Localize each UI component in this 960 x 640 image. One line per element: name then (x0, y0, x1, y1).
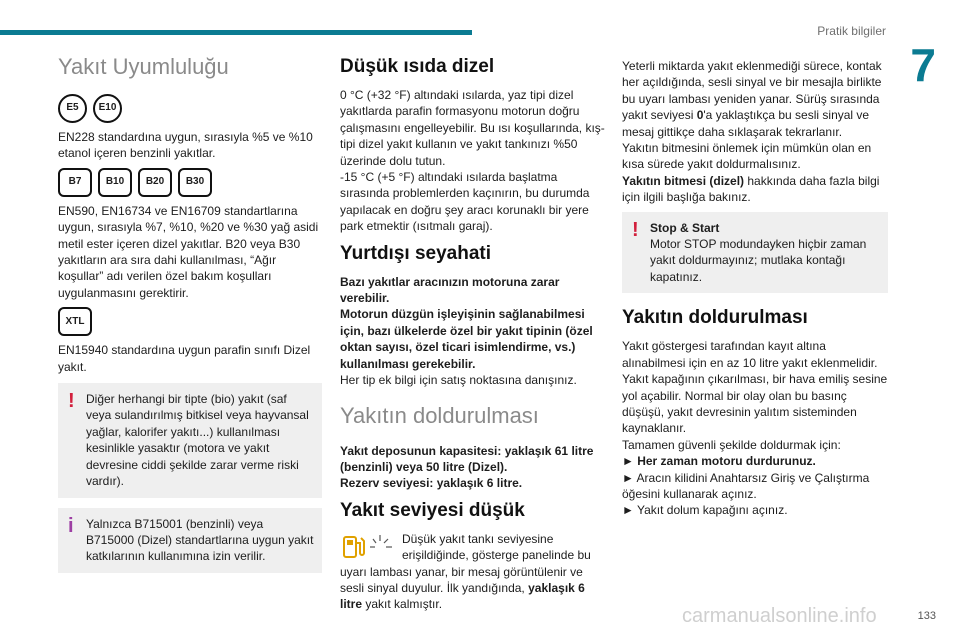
fuel-compat-heading: Yakıt Uyumluluğu (58, 54, 229, 79)
column-right (622, 58, 888, 519)
step-stop-engine: ► Her zaman motoru durdurunuz. (622, 454, 816, 469)
stop-start-title: Stop & Start (650, 220, 720, 235)
tank-capacity: Yakıt deposunun kapasitesi: yaklaşık 61 litre (benzinli) veya 50 litre (Dizel). (340, 443, 594, 474)
reserve-level: Rezerv seviyesi: yaklaşık 6 litre. (340, 476, 523, 491)
xtl-text: EN15940 standardına uygun parafin sınıfı Dizel yakıt. (58, 343, 311, 374)
stop-start-text: Motor STOP modundayken hiçbir zaman yakıt doldurmayınız; mutlaka kontağı kapatınız. (650, 237, 867, 284)
fuel-pump-icon (340, 531, 396, 563)
low-fuel-amount: yaklaşık 6 litre (340, 580, 585, 612)
diesel-text: EN590, EN16734 ve EN16709 standartlarına uygun, sırasıyla %7, %10, %20 ve %30 yağ asidi metil ester içeren dizel yakıtlar. B20 veya B30 yakıtların ara sıra dahi kullanılması, “Ağır koşullar” adı verilen özel bakım koşulları uygulanmasını gerektirir. (58, 203, 319, 300)
cold-diesel-text-2: -15 °C (+5 °F) altındaki ısılarda başlatma sırasında problemlerden kaçınırın, bu durumda yapılacak en doğru şey aracı korunaklı bir yere park etmektir (ısıtmalı garaj). (340, 170, 590, 234)
info-text: Yalnızca B715001 (benzinli) veya B715000 (Dizel) standartlarına uygun yakıt katkılarının kullanımına izin verilir. (86, 516, 314, 564)
e10-badge: E10 (93, 94, 122, 123)
b30-badge: B30 (178, 168, 212, 197)
abroad-text: Her tip ek bilgi için satış noktasına danışınız. (340, 373, 577, 388)
chapter-number: 7 (910, 39, 936, 91)
abroad-bold-1: Bazı yakıtlar aracınızın motoruna zarar verebilir. (340, 274, 560, 306)
warning-icon: ! (632, 218, 639, 241)
run-out-text (622, 173, 888, 206)
cap-removal-text: Yakıt kapağının çıkarılması, bir hava emiliş sesine yol açabilir. Normal bir olay olan bu basınç düşüşü, yakıt devresinin yalıtım sisteminden kaynaklanır. (622, 372, 888, 436)
safe-refuel-intro: Tamamen güvenli şekilde doldurmak için: (622, 437, 841, 452)
refuel-heading: Yakıtın doldurulması (340, 402, 539, 428)
info-note (58, 508, 322, 573)
column-left (58, 48, 322, 583)
diesel-badges (58, 168, 322, 197)
petrol-text: EN228 standardına uygun, sırasıyla %5 ve %10 etanol içeren benzinli yakıtlar. (58, 130, 313, 161)
xtl-badge: XTL (58, 307, 92, 336)
refuel-min-text: Yakıt göstergesi tarafından kayıt altına alınabilmesi için en az 10 litre yakıt eklenmelidir. (622, 339, 878, 370)
abroad-bold-2: Motorun düzgün işleyişinin sağlanabilmesi için, bazı ülkelerde özel bir yakıt tipinin (özel oktan sayısı, özel ticari isimlendirme, vs.) kullanılması gerekebilir. (340, 307, 593, 371)
abroad-heading: Yurtdışı seyahati (340, 242, 492, 264)
warning-icon: ! (68, 390, 75, 413)
warning-repeat-c: 'a yaklaştıkça bu sesli sinyal ve mesaj gittikçe daha sıklaşarak tekrarlanır. (622, 108, 870, 139)
refuelling-heading: Yakıtın doldurulması (622, 307, 808, 329)
cold-diesel-text-1: 0 °C (+32 °F) altındaki ısılarda, yaz tipi dizel yakıtlarda parafin formasyonu motorun doğru çalışmasını engelleyebilir. Bu ısı koşullarında, kış-tipi dizel yakıt kullanın ve yakıt tankınızı %50 üzerinde dolu tutun. (340, 88, 605, 168)
e5-badge: E5 (58, 94, 87, 123)
run-out-bold: Yakıtın bitmesi (dizel) (622, 173, 745, 188)
info-icon: i (68, 514, 74, 537)
b7-badge: B7 (58, 168, 92, 197)
section-title: Pratik bilgiler (817, 24, 886, 38)
b10-badge: B10 (98, 168, 132, 197)
step-unlock: ► Aracın kilidini Anahtarsız Giriş ve Çalıştırma öğesini kullanarak açınız. (622, 470, 870, 501)
run-out-rest: hakkında daha fazla bilgi için ilgili başlığa bakınız. (622, 173, 880, 205)
warning-text: Diğer herhangi bir tipte (bio) yakıt (saf veya sulandırılmış bitkisel veya hayvansal yağlar, kalorifer yakıtı...) kullanılması kesinlikle yasaktır (motora ve yakıt devresine ciddi şekilde zarar verme riski vardır). (86, 392, 309, 489)
stop-start-note (622, 212, 888, 294)
page-number: 133 (917, 610, 936, 622)
xtl-badges (58, 307, 322, 336)
watermark: carmanualsonline.info (682, 605, 877, 627)
low-fuel-text-end: yakıt kalmıştır. (362, 597, 443, 612)
b20-badge: B20 (138, 168, 172, 197)
column-middle (340, 56, 606, 613)
refuel-soon-text: Yakıtın bitmesini önlemek için mümkün olan en kısa sürede yakıt doldurmalısınız. (622, 141, 872, 172)
low-fuel-text: Düşük yakıt tankı seviyesine erişildiğinde, gösterge panelinde bu uyarı lambası yanar, bir mesaj görüntülenir ve sesli sinyal duyulur. İlk yandığında, (340, 531, 591, 595)
cold-diesel-heading: Düşük ısıda dizel (340, 56, 495, 77)
warning-repeat-b: 0 (696, 108, 704, 123)
header-accent-bar (0, 30, 472, 35)
warning-repeat-a: Yeterli miktarda yakıt eklenmediği sürece, kontak her açıldığında, sesli sinyal ve bir mesajla birlikte bu uyarı lambası yeniden yanar. Sürüş sırasında yakıt seviyesi (622, 59, 882, 123)
petrol-badges (58, 94, 322, 123)
step-open-flap: ► Yakıt dolum kapağını açınız. (622, 503, 788, 518)
warning-note (58, 383, 322, 497)
warning-repeat-text (622, 58, 888, 140)
low-fuel-heading: Yakıt seviyesi düşük (340, 499, 525, 521)
low-fuel-block (340, 531, 606, 613)
